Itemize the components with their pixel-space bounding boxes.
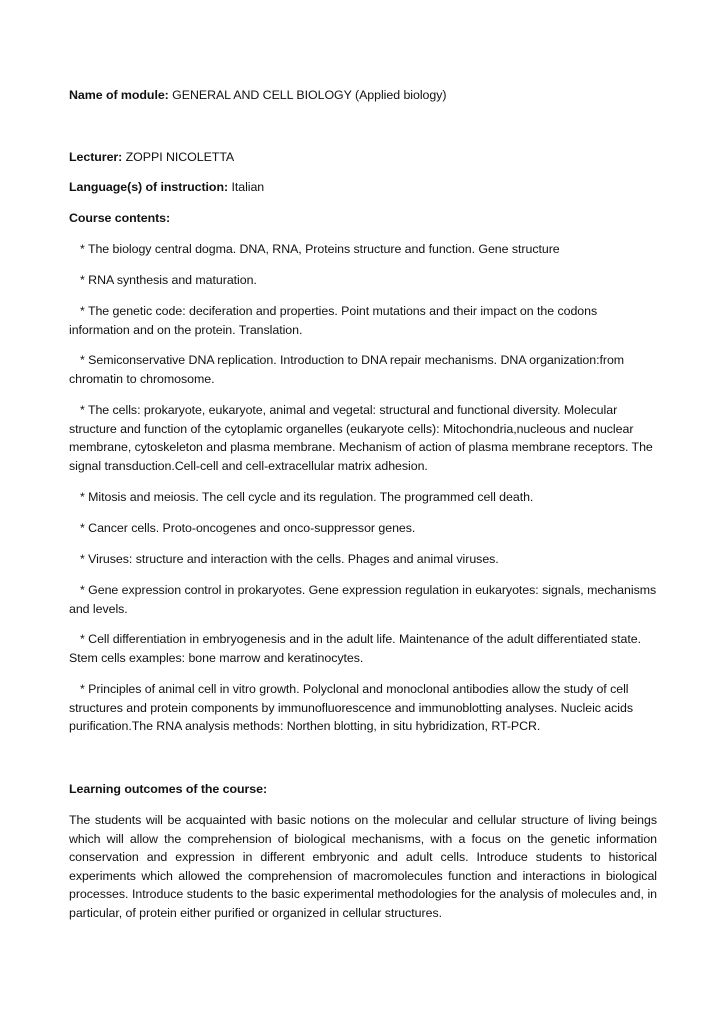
course-contents-heading: Course contents: [69,211,171,225]
module-line [69,86,657,105]
content-item: * Semiconservative DNA replication. Introduction to DNA repair mechanisms. DNA organization:from chromatin to chromosome. [69,353,625,386]
module-value: GENERAL AND CELL BIOLOGY (Applied biology) [168,88,447,102]
language-label: Language(s) of instruction: [69,180,229,194]
content-item: * RNA synthesis and maturation. [80,273,257,287]
learning-outcomes-heading: Learning outcomes of the course: [69,782,268,796]
content-item: * The genetic code: deciferation and properties. Point mutations and their impact on the codons information and on the protein. Translation. [69,304,598,337]
lecturer-value: ZOPPI NICOLETTA [122,150,235,164]
lecturer-line [69,148,657,167]
content-item: * The cells: prokaryote, eukaryote, animal and vegetal: structural and functional diversity. Molecular structure and function of the cytoplamic organelles (eukaryote cells): Mitochondria,nucleous and nuclear membrane, cytoskeleton and plasma membrane. Mechanism of action of plasma membrane receptors. The signal transduction.Cell-cell and cell-extracellular matrix adhesion. [69,403,653,473]
content-item: * Mitosis and meiosis. The cell cycle and its regulation. The programmed cell death. [80,490,534,504]
content-item: * Cancer cells. Proto-oncogenes and onco-suppressor genes. [80,521,416,535]
lecturer-label: Lecturer: [69,150,123,164]
content-item: * The biology central dogma. DNA, RNA, Proteins structure and function. Gene structure [80,242,560,256]
language-line [69,178,657,197]
content-item: * Gene expression control in prokaryotes. Gene expression regulation in eukaryotes: signals, mechanisms and levels. [69,583,657,616]
content-item: * Principles of animal cell in vitro growth. Polyclonal and monoclonal antibodies allow the study of cell structures and protein components by immunofluorescence and immunoblotting analyses. Nucleic acids purification.The RNA analysis methods: Northen blotting, in situ hybridization, RT-PCR. [69,682,633,734]
content-item: * Cell differentiation in embryogenesis and in the adult life. Maintenance of the adult differentiated state. Stem cells examples: bone marrow and keratinocytes. [69,632,641,665]
content-item: * Viruses: structure and interaction with the cells. Phages and animal viruses. [80,552,499,566]
language-value: Italian [228,180,265,194]
module-label: Name of module: [69,88,169,102]
learning-outcomes-text: The students will be acquainted with basic notions on the molecular and cellular structure of living beings which will allow the comprehension of biological mechanisms, with a focus on the genetic information conservation and expression in different embryonic and adult cells. Introduce students to historical experiments which allowed the comprehension of macromolecules function and interactions in biological processes. Introduce students to the basic experimental methodologies for the analysis of molecules and, in particular, of protein either purified or organized in cellular structures. [69,813,657,920]
